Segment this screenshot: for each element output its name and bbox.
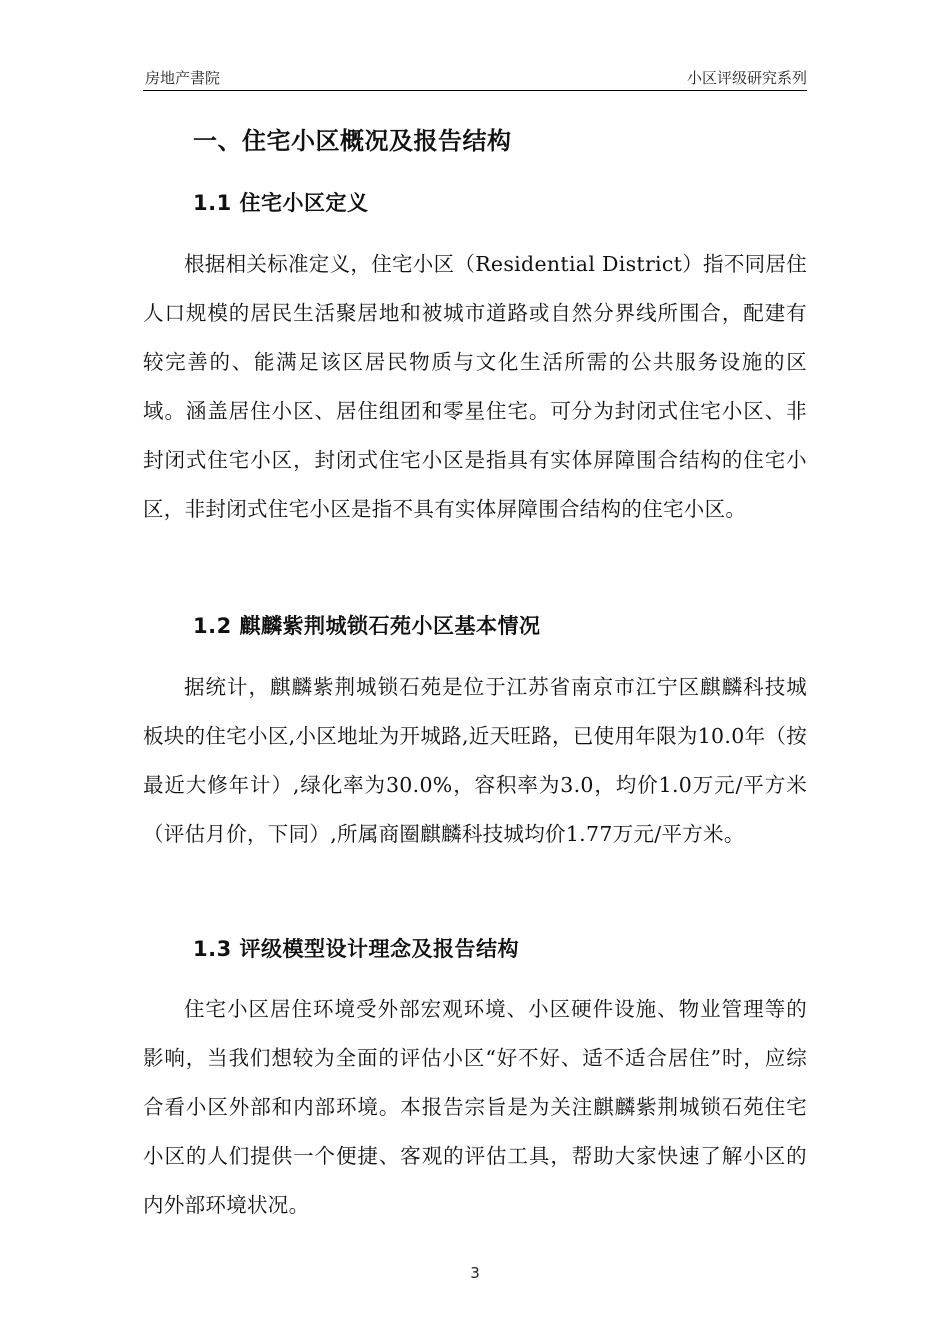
heading-1-3: 1.3 评级模型设计理念及报告结构 <box>193 937 520 961</box>
paragraph-1-1: 根据相关标准定义，住宅小区（Residential District）指不同居住人口规模的居民生活聚居地和被城市道路或自然分界线所围合，配建有较完善的、能满足该区居民物质与文化生活所需的公共服务设施的区域。涵盖居住小区、居住组团和零星住宅。可分为封闭式住宅小区、非封闭式住宅小区，封闭式住宅小区是指具有实体屏障围合结构的住宅小区，非封闭式住宅小区是指不具有实体屏障围合结构的住宅小区。 <box>143 252 808 521</box>
page-header <box>143 64 807 91</box>
paragraph-1-3: 住宅小区居住环境受外部宏观环境、小区硬件设施、物业管理等的影响，当我们想较为全面的评估小区“好不好、适不适合居住”时，应综合看小区外部和内部环境。本报告宗旨是为关注麒麟紫荆城锁石苑住宅小区的人们提供一个便捷、客观的评估工具，帮助大家快速了解小区的内外部环境状况。 <box>143 997 807 1217</box>
page-number: 3 <box>470 1264 480 1282</box>
paragraph-1-2: 据统计，麒麟紫荆城锁石苑是位于江苏省南京市江宁区麒麟科技城板块的住宅小区,小区地址为开城路,近天旺路，已使用年限为10.0年（按最近大修年计）,绿化率为30.0%，容积率为3.0，均价1.0万元/平方米（评估月价，下同）,所属商圈麒麟科技城均价1.77万元/平方米。 <box>143 675 807 846</box>
heading-1-1: 1.1 住宅小区定义 <box>193 191 369 215</box>
section-title: 一、住宅小区概况及报告结构 <box>193 127 512 155</box>
header-series: 小区评级研究系列 <box>686 69 807 87</box>
header-publisher: 房地产書院 <box>145 69 221 87</box>
heading-1-2: 1.2 麒麟紫荆城锁石苑小区基本情况 <box>193 614 541 638</box>
